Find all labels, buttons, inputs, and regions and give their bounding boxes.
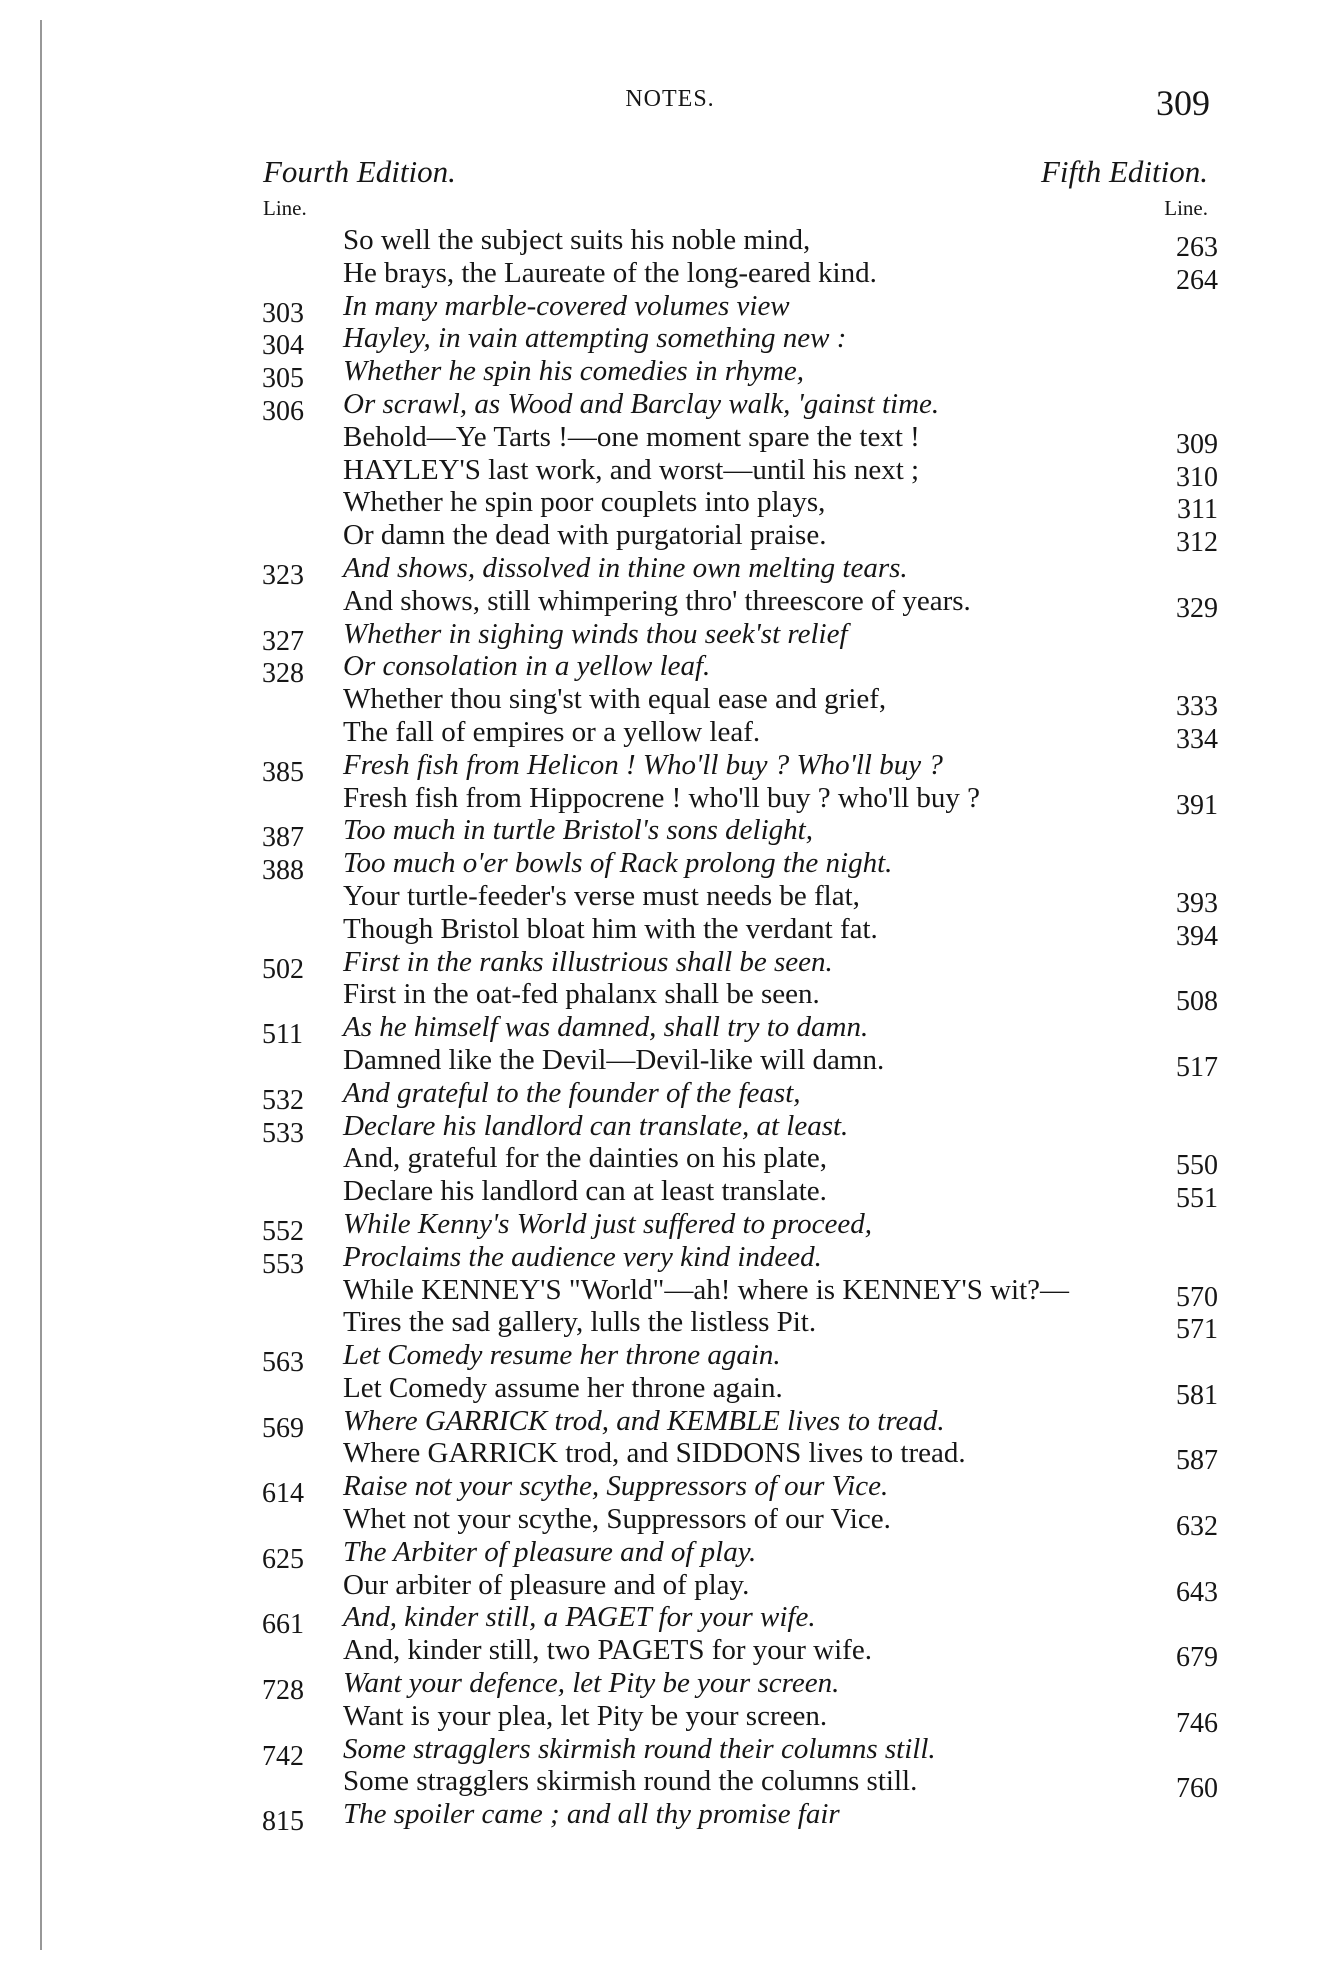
verse-row [0,1503,1340,1543]
fifth-edition-line-number: 550 [1176,1150,1218,1182]
fifth-edition-heading: Fifth Edition. [1040,154,1208,189]
fifth-edition-verse: Behold—Ye Tarts !—one moment spare the text ! [343,420,920,453]
fourth-edition-line-number: 304 [262,330,304,362]
fourth-edition-verse: Want your defence, let Pity be your screen. [343,1667,840,1700]
verse-row [0,453,1340,493]
fifth-edition-line-number: 264 [1176,264,1218,296]
fifth-edition-verse: Damned like the Devil—Devil-like will damn. [343,1043,885,1076]
verse-row [0,1207,1340,1247]
fifth-edition-verse: First in the oat-fed phalanx shall be seen. [343,978,820,1011]
fourth-edition-verse: Proclaims the audience very kind indeed. [343,1240,822,1273]
fourth-edition-line-number: 306 [262,395,304,427]
fifth-edition-line-number: 570 [1176,1281,1218,1313]
fifth-edition-verse: And, grateful for the dainties on his plate, [343,1142,828,1175]
fourth-edition-line-number: 742 [262,1740,304,1772]
verse-row [0,256,1340,296]
verse-row [0,519,1340,559]
fifth-edition-verse: HAYLEY'S last work, and worst—until his next ; [343,453,920,486]
fifth-edition-line-number: 329 [1176,592,1218,624]
fourth-edition-verse: And, kinder still, a PAGET for your wife. [343,1601,816,1634]
verse-row [0,1667,1340,1707]
fourth-edition-line-number: 305 [262,363,304,395]
fifth-edition-line-number: 391 [1176,789,1218,821]
fourth-edition-line-number: 303 [262,297,304,329]
fourth-edition-verse: Fresh fish from Helicon ! Who'll buy ? Who'll buy ? [343,748,943,781]
fifth-edition-verse: He brays, the Laureate of the long-eared kind. [343,256,877,289]
fourth-edition-line-number: 511 [262,1019,303,1051]
fifth-edition-line-number: 679 [1176,1642,1218,1674]
fourth-edition-verse: And shows, dissolved in thine own melting tears. [343,551,908,584]
fourth-edition-verse: Some stragglers skirmish round their columns still. [343,1732,936,1765]
fourth-edition-verse: Hayley, in vain attempting something new : [343,322,847,355]
fourth-edition-verse: First in the ranks illustrious shall be seen. [343,945,833,978]
verse-row [0,879,1340,919]
fourth-edition-verse: Where GARRICK trod, and KEMBLE lives to tread. [343,1404,945,1437]
right-line-label: Line. [1164,196,1208,220]
verse-row [0,551,1340,591]
verse-row [0,584,1340,624]
verse-row [0,1043,1340,1083]
verse-row [0,1699,1340,1739]
fourth-edition-verse: Declare his landlord can translate, at least. [343,1109,849,1142]
fourth-edition-verse: While Kenny's World just suffered to proceed, [343,1207,872,1240]
fifth-edition-verse: Some stragglers skirmish round the columns still. [343,1765,918,1798]
fifth-edition-verse: Your turtle-feeder's verse must needs be flat, [343,879,860,912]
fifth-edition-line-number: 333 [1176,691,1218,723]
fourth-edition-verse: Or scrawl, as Wood and Barclay walk, 'gainst time. [343,387,940,420]
fifth-edition-line-number: 551 [1176,1183,1218,1215]
fifth-edition-line-number: 517 [1176,1051,1218,1083]
left-line-label: Line. [263,196,307,220]
fourth-edition-verse: Too much o'er bowls of Rack prolong the night. [343,847,893,880]
verse-row [0,650,1340,690]
fourth-edition-line-number: 569 [262,1412,304,1444]
fourth-edition-line-number: 552 [262,1215,304,1247]
fourth-edition-line-number: 385 [262,756,304,788]
fifth-edition-verse: Whether thou sing'st with equal ease and grief, [343,683,887,716]
fourth-edition-line-number: 728 [262,1675,304,1707]
verse-row [0,1634,1340,1674]
verse-row [0,1011,1340,1051]
fourth-edition-line-number: 815 [262,1806,304,1838]
fifth-edition-verse: And shows, still whimpering thro' threescore of years. [343,584,971,617]
fifth-edition-verse: Whet not your scythe, Suppressors of our Vice. [343,1503,891,1536]
verse-row [0,486,1340,526]
fifth-edition-verse: Declare his landlord can at least translate. [343,1175,827,1208]
verse-row [0,289,1340,329]
verse-row [0,1765,1340,1805]
fifth-edition-verse: Let Comedy assume her throne again. [343,1371,783,1404]
fifth-edition-verse: Whether he spin poor couplets into plays, [343,486,826,519]
fourth-edition-line-number: 533 [262,1117,304,1149]
verse-row [0,1404,1340,1444]
fifth-edition-verse: The fall of empires or a yellow leaf. [343,715,761,748]
fifth-edition-line-number: 581 [1176,1379,1218,1411]
fifth-edition-verse: So well the subject suits his noble mind, [343,224,811,256]
fifth-edition-line-number: 312 [1176,527,1218,559]
fifth-edition-line-number: 309 [1176,428,1218,460]
fourth-edition-verse: As he himself was damned, shall try to damn. [343,1011,869,1044]
fifth-edition-line-number: 334 [1176,723,1218,755]
verse-row [0,1535,1340,1575]
fifth-edition-verse: While KENNEY'S "World"—ah! where is KENNEY'S wit?— [343,1273,1070,1306]
fifth-edition-line-number: 746 [1176,1707,1218,1739]
verse-row [0,1568,1340,1608]
verse-row [0,1175,1340,1215]
verse-row [0,814,1340,854]
fifth-edition-verse: Tires the sad gallery, lulls the listless Pit. [343,1306,817,1339]
verse-comparison-list [0,224,1340,1838]
fourth-edition-verse: Whether in sighing winds thou seek'st relief [343,617,848,650]
verse-row [0,1142,1340,1182]
fourth-edition-line-number: 323 [262,559,304,591]
verse-row [0,1306,1340,1346]
fourth-edition-verse: Whether he spin his comedies in rhyme, [343,355,804,388]
fourth-edition-verse: Raise not your scythe, Suppressors of our Vice. [343,1470,889,1503]
verse-row [0,1076,1340,1116]
verse-row [0,1273,1340,1313]
verse-row [0,1798,1340,1838]
fifth-edition-verse: Our arbiter of pleasure and of play. [343,1568,750,1601]
fourth-edition-verse: The spoiler came ; and all thy promise fair [343,1798,840,1831]
fourth-edition-verse: The Arbiter of pleasure and of play. [343,1535,757,1568]
fourth-edition-heading: Fourth Edition. [263,154,456,189]
verse-row [0,912,1340,952]
fourth-edition-line-number: 614 [262,1478,304,1510]
verse-row [0,945,1340,985]
fifth-edition-line-number: 394 [1176,920,1218,952]
fourth-edition-line-number: 502 [262,953,304,985]
fifth-edition-verse: Where GARRICK trod, and SIDDONS lives to tread. [343,1437,966,1470]
fifth-edition-verse: Want is your plea, let Pity be your screen. [343,1699,828,1732]
verse-row [0,617,1340,657]
fourth-edition-line-number: 563 [262,1347,304,1379]
fourth-edition-line-number: 532 [262,1084,304,1116]
fourth-edition-line-number: 387 [262,822,304,854]
verse-row [0,224,1340,263]
verse-row [0,781,1340,821]
fifth-edition-line-number: 587 [1176,1445,1218,1477]
fifth-edition-line-number: 310 [1176,461,1218,493]
fifth-edition-line-number: 632 [1176,1511,1218,1543]
verse-row [0,1437,1340,1477]
fifth-edition-line-number: 760 [1176,1773,1218,1805]
verse-row [0,683,1340,723]
verse-row [0,847,1340,887]
fifth-edition-line-number: 263 [1176,232,1218,263]
fourth-edition-verse: In many marble-covered volumes view [343,289,790,322]
fifth-edition-verse: Fresh fish from Hippocrene ! who'll buy ? who'll buy ? [343,781,981,814]
fourth-edition-line-number: 388 [262,855,304,887]
fourth-edition-line-number: 327 [262,625,304,657]
verse-row [0,978,1340,1018]
fourth-edition-verse: Let Comedy resume her throne again. [343,1339,781,1372]
fourth-edition-verse: And grateful to the founder of the feast, [343,1076,801,1109]
fourth-edition-line-number: 553 [262,1248,304,1280]
verse-row [0,715,1340,755]
fifth-edition-line-number: 311 [1177,494,1218,526]
verse-row [0,1371,1340,1411]
fifth-edition-line-number: 643 [1176,1576,1218,1608]
fifth-edition-line-number: 508 [1176,986,1218,1018]
verse-row [0,420,1340,460]
verse-row [0,748,1340,788]
verse-row [0,1601,1340,1641]
fifth-edition-line-number: 393 [1176,887,1218,919]
verse-row [0,1240,1340,1280]
running-head: NOTES. [625,86,715,112]
verse-row [0,1470,1340,1510]
fourth-edition-line-number: 661 [262,1609,304,1641]
page-number: 309 [1156,83,1210,123]
verse-row [0,1339,1340,1379]
fourth-edition-line-number: 328 [262,658,304,690]
verse-row [0,355,1340,395]
fifth-edition-verse: And, kinder still, two PAGETS for your wife. [343,1634,872,1667]
fifth-edition-verse: Or damn the dead with purgatorial praise. [343,519,827,552]
fourth-edition-verse: Or consolation in a yellow leaf. [343,650,711,683]
fifth-edition-verse: Though Bristol bloat him with the verdant fat. [343,912,878,945]
verse-row [0,1109,1340,1149]
verse-row [0,387,1340,427]
verse-row [0,322,1340,362]
fourth-edition-line-number: 625 [262,1543,304,1575]
fourth-edition-verse: Too much in turtle Bristol's sons delight, [343,814,813,847]
fifth-edition-line-number: 571 [1176,1314,1218,1346]
verse-row [0,1732,1340,1772]
